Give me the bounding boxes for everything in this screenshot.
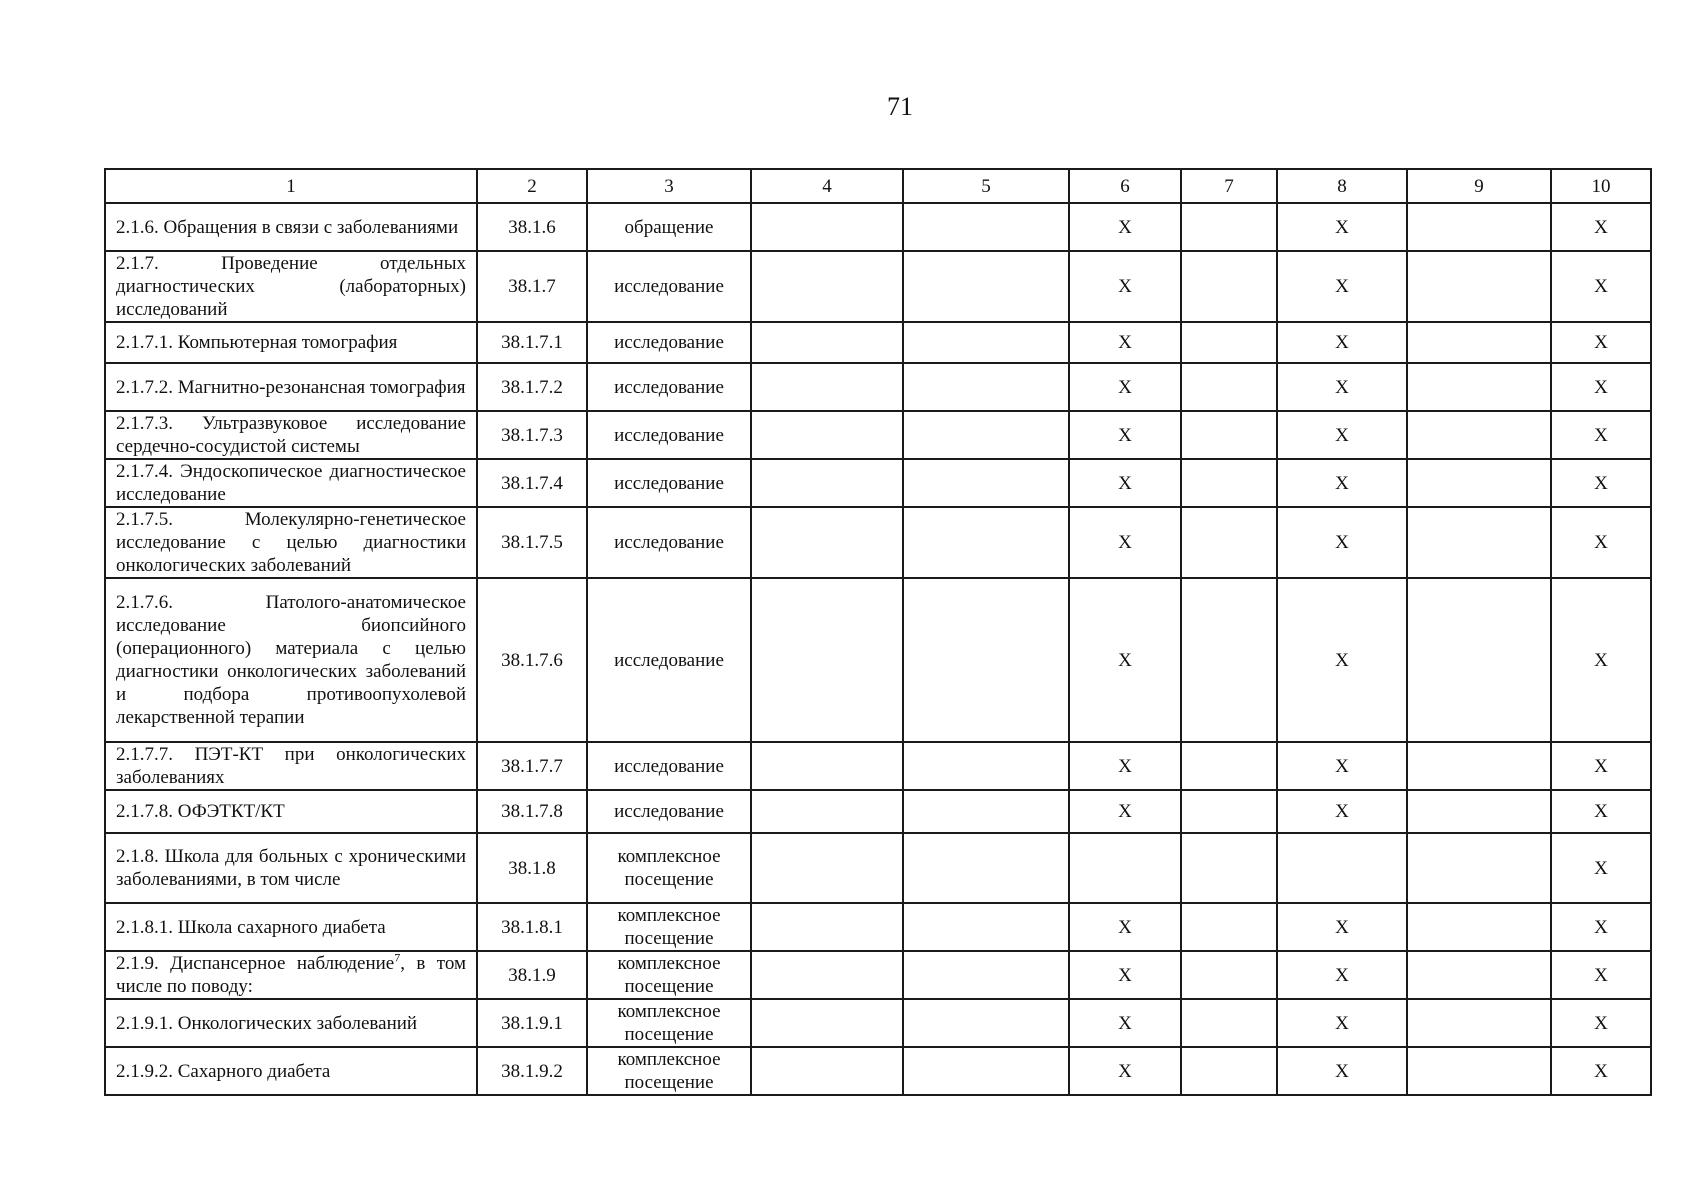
row-unit: исследование (587, 790, 751, 833)
column-header: 9 (1407, 169, 1551, 203)
cell-col4 (751, 459, 903, 507)
cell-col7 (1181, 578, 1277, 742)
cell-col8: Х (1277, 790, 1407, 833)
cell-col9 (1407, 833, 1551, 903)
row-name: 2.1.7. Проведение отдельных диагностических (лабораторных) исследований (105, 251, 477, 322)
column-header: 5 (903, 169, 1069, 203)
row-code: 38.1.8 (477, 833, 587, 903)
row-name-text: 2.1.9. Диспансерное наблюдение (116, 953, 395, 974)
table-row (105, 999, 1651, 1047)
row-code: 38.1.9.1 (477, 999, 587, 1047)
header-row (105, 169, 1651, 203)
cell-col8: Х (1277, 251, 1407, 322)
row-code: 38.1.7.7 (477, 742, 587, 790)
row-unit: комплексное посещение (587, 1047, 751, 1095)
row-unit: обращение (587, 203, 751, 251)
cell-col7 (1181, 203, 1277, 251)
row-code: 38.1.9.2 (477, 1047, 587, 1095)
cell-col10: Х (1551, 999, 1651, 1047)
cell-col7 (1181, 1047, 1277, 1095)
table-row (105, 507, 1651, 578)
cell-col10: Х (1551, 507, 1651, 578)
cell-col8: Х (1277, 322, 1407, 363)
cell-col4 (751, 411, 903, 459)
table-row (105, 951, 1651, 999)
cell-col7 (1181, 790, 1277, 833)
table-row (105, 203, 1651, 251)
row-code: 38.1.6 (477, 203, 587, 251)
cell-col5 (903, 951, 1069, 999)
cell-col5 (903, 833, 1069, 903)
cell-col6: Х (1069, 459, 1181, 507)
cell-col7 (1181, 251, 1277, 322)
cell-col9 (1407, 951, 1551, 999)
cell-col5 (903, 790, 1069, 833)
row-unit: комплексное посещение (587, 833, 751, 903)
cell-col10: Х (1551, 833, 1651, 903)
column-header: 3 (587, 169, 751, 203)
row-code: 38.1.7.6 (477, 578, 587, 742)
table-row (105, 578, 1651, 742)
cell-col7 (1181, 459, 1277, 507)
row-unit: исследование (587, 507, 751, 578)
row-code: 38.1.7.2 (477, 363, 587, 411)
cell-col4 (751, 203, 903, 251)
cell-col6: Х (1069, 507, 1181, 578)
row-code: 38.1.7.4 (477, 459, 587, 507)
row-name: 2.1.6. Обращения в связи с заболеваниями (105, 203, 477, 251)
cell-col10: Х (1551, 790, 1651, 833)
cell-col7 (1181, 742, 1277, 790)
row-code: 38.1.7.5 (477, 507, 587, 578)
cell-col8: Х (1277, 411, 1407, 459)
cell-col5 (903, 322, 1069, 363)
row-name: 2.1.7.8. ОФЭТКТ/КТ (105, 790, 477, 833)
cell-col8: Х (1277, 363, 1407, 411)
cell-col10: Х (1551, 322, 1651, 363)
row-name: 2.1.7.7. ПЭТ-КТ при онкологических заболеваниях (105, 742, 477, 790)
data-table (104, 168, 1652, 1096)
cell-col5 (903, 903, 1069, 951)
row-name: 2.1.8.1. Школа сахарного диабета (105, 903, 477, 951)
cell-col6: Х (1069, 363, 1181, 411)
cell-col9 (1407, 251, 1551, 322)
cell-col10: Х (1551, 459, 1651, 507)
cell-col7 (1181, 411, 1277, 459)
column-header: 8 (1277, 169, 1407, 203)
column-header: 4 (751, 169, 903, 203)
cell-col8: Х (1277, 507, 1407, 578)
cell-col5 (903, 507, 1069, 578)
row-code: 38.1.9 (477, 951, 587, 999)
cell-col8: Х (1277, 742, 1407, 790)
cell-col4 (751, 363, 903, 411)
table-row (105, 411, 1651, 459)
cell-col4 (751, 578, 903, 742)
cell-col7 (1181, 322, 1277, 363)
cell-col4 (751, 1047, 903, 1095)
row-unit: исследование (587, 322, 751, 363)
column-header: 7 (1181, 169, 1277, 203)
cell-col8: Х (1277, 903, 1407, 951)
column-header: 10 (1551, 169, 1651, 203)
cell-col9 (1407, 507, 1551, 578)
cell-col5 (903, 578, 1069, 742)
cell-col8 (1277, 833, 1407, 903)
cell-col10: Х (1551, 903, 1651, 951)
cell-col8: Х (1277, 459, 1407, 507)
row-name: 2.1.9.2. Сахарного диабета (105, 1047, 477, 1095)
cell-col7 (1181, 507, 1277, 578)
cell-col4 (751, 790, 903, 833)
row-code: 38.1.8.1 (477, 903, 587, 951)
row-code: 38.1.7.8 (477, 790, 587, 833)
row-name: 2.1.9.1. Онкологических заболеваний (105, 999, 477, 1047)
cell-col4 (751, 833, 903, 903)
row-name: 2.1.8. Школа для больных с хроническими заболеваниями, в том числе (105, 833, 477, 903)
cell-col5 (903, 411, 1069, 459)
table-row (105, 251, 1651, 322)
cell-col6: Х (1069, 903, 1181, 951)
cell-col5 (903, 363, 1069, 411)
column-header: 6 (1069, 169, 1181, 203)
table-row (105, 1047, 1651, 1095)
cell-col8: Х (1277, 203, 1407, 251)
cell-col4 (751, 951, 903, 999)
cell-col7 (1181, 999, 1277, 1047)
row-unit: исследование (587, 578, 751, 742)
table-row (105, 833, 1651, 903)
cell-col9 (1407, 578, 1551, 742)
table-row (105, 322, 1651, 363)
cell-col9 (1407, 742, 1551, 790)
cell-col6: Х (1069, 951, 1181, 999)
cell-col7 (1181, 363, 1277, 411)
cell-col6: Х (1069, 742, 1181, 790)
cell-col10: Х (1551, 411, 1651, 459)
cell-col5 (903, 203, 1069, 251)
cell-col8: Х (1277, 578, 1407, 742)
table-row (105, 363, 1651, 411)
cell-col8: Х (1277, 951, 1407, 999)
cell-col4 (751, 999, 903, 1047)
cell-col7 (1181, 951, 1277, 999)
row-name: 2.1.7.5. Молекулярно-генетическое исследование с целью диагностики онкологических заболеваний (105, 507, 477, 578)
table-row (105, 790, 1651, 833)
cell-col9 (1407, 363, 1551, 411)
cell-col10: Х (1551, 951, 1651, 999)
row-name: 2.1.7.2. Магнитно-резонансная томография (105, 363, 477, 411)
cell-col10: Х (1551, 742, 1651, 790)
footnote-mark: 7 (394, 950, 401, 965)
cell-col9 (1407, 459, 1551, 507)
cell-col9 (1407, 411, 1551, 459)
cell-col4 (751, 903, 903, 951)
row-name: 2.1.7.6. Патолого-анатомическое исследование биопсийного (операционного) материала с целью диагностики онкологических заболеваний и подбора противоопухолевой лекарственной терапии (105, 578, 477, 742)
cell-col9 (1407, 903, 1551, 951)
cell-col8: Х (1277, 1047, 1407, 1095)
cell-col7 (1181, 833, 1277, 903)
cell-col10: Х (1551, 251, 1651, 322)
row-unit: исследование (587, 742, 751, 790)
cell-col6: Х (1069, 251, 1181, 322)
column-header: 1 (105, 169, 477, 203)
cell-col6: Х (1069, 203, 1181, 251)
cell-col6: Х (1069, 790, 1181, 833)
row-name: 2.1.7.3. Ультразвуковое исследование сердечно-сосудистой системы (105, 411, 477, 459)
page-number: 71 (887, 92, 913, 121)
row-name (105, 951, 477, 999)
column-header: 2 (477, 169, 587, 203)
cell-col6 (1069, 833, 1181, 903)
cell-col10: Х (1551, 363, 1651, 411)
row-code: 38.1.7 (477, 251, 587, 322)
row-unit: исследование (587, 363, 751, 411)
row-name: 2.1.7.1. Компьютерная томография (105, 322, 477, 363)
row-unit: исследование (587, 411, 751, 459)
row-name-tail: , в том числе по поводу: (116, 953, 467, 997)
cell-col9 (1407, 203, 1551, 251)
cell-col9 (1407, 790, 1551, 833)
table-row (105, 459, 1651, 507)
table-row (105, 903, 1651, 951)
cell-col6: Х (1069, 322, 1181, 363)
cell-col10: Х (1551, 203, 1651, 251)
row-unit: исследование (587, 459, 751, 507)
cell-col4 (751, 251, 903, 322)
cell-col4 (751, 742, 903, 790)
cell-col5 (903, 251, 1069, 322)
cell-col5 (903, 999, 1069, 1047)
row-unit: комплексное посещение (587, 951, 751, 999)
cell-col6: Х (1069, 578, 1181, 742)
cell-col4 (751, 322, 903, 363)
row-code: 38.1.7.3 (477, 411, 587, 459)
row-unit: комплексное посещение (587, 999, 751, 1047)
cell-col5 (903, 459, 1069, 507)
cell-col10: Х (1551, 1047, 1651, 1095)
cell-col8: Х (1277, 999, 1407, 1047)
cell-col7 (1181, 903, 1277, 951)
cell-col6: Х (1069, 1047, 1181, 1095)
cell-col9 (1407, 322, 1551, 363)
row-name: 2.1.7.4. Эндоскопическое диагностическое исследование (105, 459, 477, 507)
row-unit: исследование (587, 251, 751, 322)
cell-col4 (751, 507, 903, 578)
row-unit: комплексное посещение (587, 903, 751, 951)
cell-col6: Х (1069, 999, 1181, 1047)
cell-col5 (903, 742, 1069, 790)
cell-col9 (1407, 999, 1551, 1047)
cell-col10: Х (1551, 578, 1651, 742)
row-code: 38.1.7.1 (477, 322, 587, 363)
table-row (105, 742, 1651, 790)
cell-col5 (903, 1047, 1069, 1095)
cell-col9 (1407, 1047, 1551, 1095)
cell-col6: Х (1069, 411, 1181, 459)
